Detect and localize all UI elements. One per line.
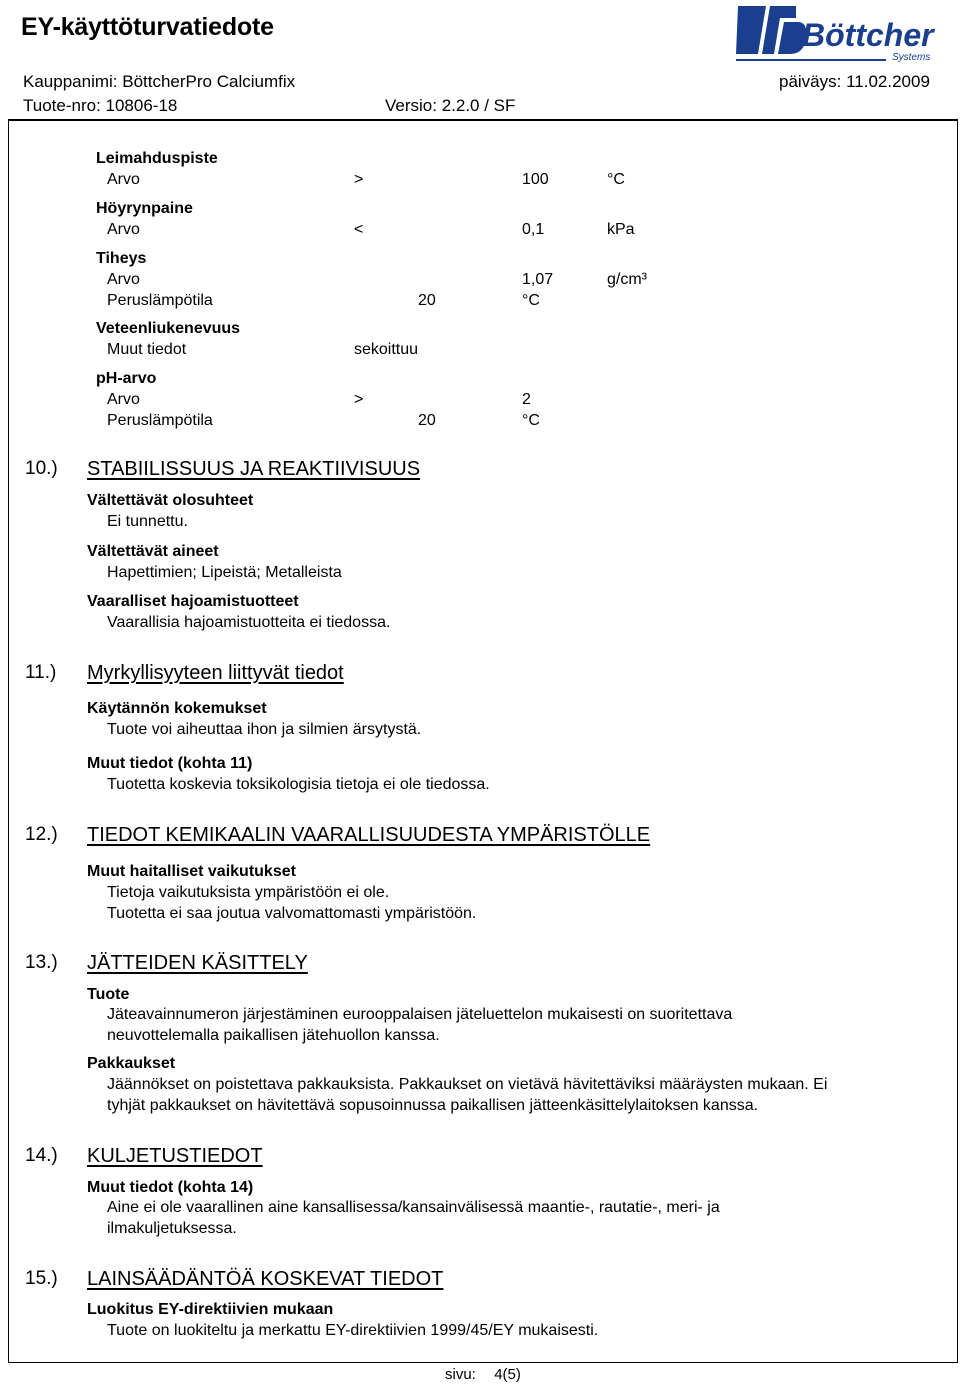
section-title: JÄTTEIDEN KÄSITTELY — [87, 952, 308, 974]
document-date: päiväys: 11.02.2009 — [779, 72, 930, 91]
subheading: Muut tiedot (kohta 11) — [87, 755, 253, 772]
vapour-pressure-operator: < — [354, 221, 364, 238]
section-title: LAINSÄÄDÄNTÖÄ KOSKEVAT TIEDOT — [87, 1268, 444, 1290]
subheading: Luokitus EY-direktiivien mukaan — [87, 1301, 334, 1318]
body-text: Tietoja vaikutuksista ympäristöön ei ole. — [107, 884, 390, 901]
density-ref-label: Peruslämpötila — [107, 292, 213, 309]
page-header — [0, 0, 960, 119]
page-label: sivu: — [445, 1366, 476, 1383]
density-unit: g/cm³ — [607, 271, 647, 288]
density-label: Arvo — [107, 271, 140, 288]
flash-point-unit: °C — [607, 171, 625, 188]
document-title: EY-käyttöturvatiedote — [21, 13, 274, 41]
section-number: 15.) — [25, 1268, 58, 1289]
subheading: Vältettävät olosuhteet — [87, 492, 254, 509]
flash-point-label: Arvo — [107, 171, 140, 188]
body-text: neuvottelemalla paikallisen jätehuollon kanssa. — [107, 1027, 440, 1044]
section-number: 11.) — [25, 662, 57, 683]
section-title: TIEDOT KEMIKAALIN VAARALLISUUDESTA YMPÄRISTÖLLE — [87, 824, 651, 846]
body-text: tyhjät pakkaukset on hävitettävä sopusoinnussa paikallisen jätteenkäsittelylaitoksen kanssa. — [107, 1097, 759, 1114]
ph-ref-label: Peruslämpötila — [107, 412, 213, 429]
trade-name: Kauppanimi: BöttcherPro Calciumfix — [23, 72, 296, 91]
ph-label: Arvo — [107, 391, 140, 408]
version-info: Versio: 2.2.0 / SF — [385, 96, 516, 115]
vapour-pressure-value: 0,1 — [522, 221, 545, 238]
vapour-pressure-heading: Höyrynpaine — [96, 200, 193, 217]
body-text: Jäteavainnumeron järjestäminen eurooppalaisen jäteluettelon mukaisesti on suoritettava — [107, 1006, 733, 1023]
page-indicator — [445, 1366, 521, 1383]
body-text: Aine ei ole vaarallinen aine kansallisessa/kansainvälisessä maantie-, rautatie-, meri- ja — [107, 1199, 720, 1216]
subheading: Muut tiedot (kohta 14) — [87, 1179, 254, 1196]
body-text: Vaarallisia hajoamistuotteita ei tiedossa. — [107, 614, 391, 631]
section-number: 14.) — [25, 1145, 58, 1166]
section-number: 12.) — [25, 824, 58, 845]
section-title: Myrkyllisyyteen liittyvät tiedot — [87, 662, 344, 684]
section-title: STABIILISSUUS JA REAKTIIVISUUS — [87, 458, 421, 480]
body-text: Tuote on luokiteltu ja merkattu EY-direktiivien 1999/45/EY mukaisesti. — [107, 1322, 599, 1339]
body-text: Jäännökset on poistettava pakkauksista. Pakkaukset on vietävä hävitettäviksi määräysten mukaan. Ei — [107, 1076, 828, 1093]
subheading: Tuote — [87, 986, 130, 1003]
flash-point-heading: Leimahduspiste — [96, 150, 218, 167]
density-ref-unit: °C — [522, 292, 540, 309]
density-heading: Tiheys — [96, 250, 147, 267]
subheading: Pakkaukset — [87, 1055, 176, 1072]
body-text: ilmakuljetuksessa. — [107, 1220, 237, 1237]
solubility-label: Muut tiedot — [107, 341, 187, 358]
body-text: Hapettimien; Lipeistä; Metalleista — [107, 564, 342, 581]
ph-ref-unit: °C — [522, 412, 540, 429]
section-number: 10.) — [25, 458, 58, 479]
body-text: Tuotetta koskevia toksikologisia tietoja ei ole tiedossa. — [107, 776, 490, 793]
svg-text:Böttcher: Böttcher — [802, 17, 934, 53]
svg-text:Systems: Systems — [892, 52, 931, 62]
flash-point-operator: > — [354, 171, 364, 188]
density-ref-value: 20 — [418, 292, 436, 309]
section-title: KULJETUSTIEDOT — [87, 1145, 263, 1167]
product-number: Tuote-nro: 10806-18 — [23, 96, 178, 115]
flash-point-value: 100 — [522, 171, 549, 188]
body-text: Tuotetta ei saa joutua valvomattomasti ympäristöön. — [107, 905, 477, 922]
page-value: 4(5) — [494, 1366, 521, 1383]
ph-heading: pH-arvo — [96, 370, 157, 387]
ph-operator: > — [354, 391, 364, 408]
ph-value: 2 — [522, 391, 531, 408]
vapour-pressure-unit: kPa — [607, 221, 635, 238]
body-text: Ei tunnettu. — [107, 513, 188, 530]
subheading: Muut haitalliset vaikutukset — [87, 863, 296, 880]
subheading: Vältettävät aineet — [87, 543, 219, 560]
ph-ref-value: 20 — [418, 412, 436, 429]
solubility-heading: Veteenliukenevuus — [96, 320, 241, 337]
solubility-value: sekoittuu — [354, 341, 419, 358]
subheading: Vaaralliset hajoamistuotteet — [87, 593, 299, 610]
section-number: 13.) — [25, 952, 58, 973]
subheading: Käytännön kokemukset — [87, 700, 267, 717]
body-text: Tuote voi aiheuttaa ihon ja silmien ärsytystä. — [107, 721, 422, 738]
density-value: 1,07 — [522, 271, 554, 288]
bottcher-logo — [736, 4, 956, 62]
vapour-pressure-label: Arvo — [107, 221, 140, 238]
